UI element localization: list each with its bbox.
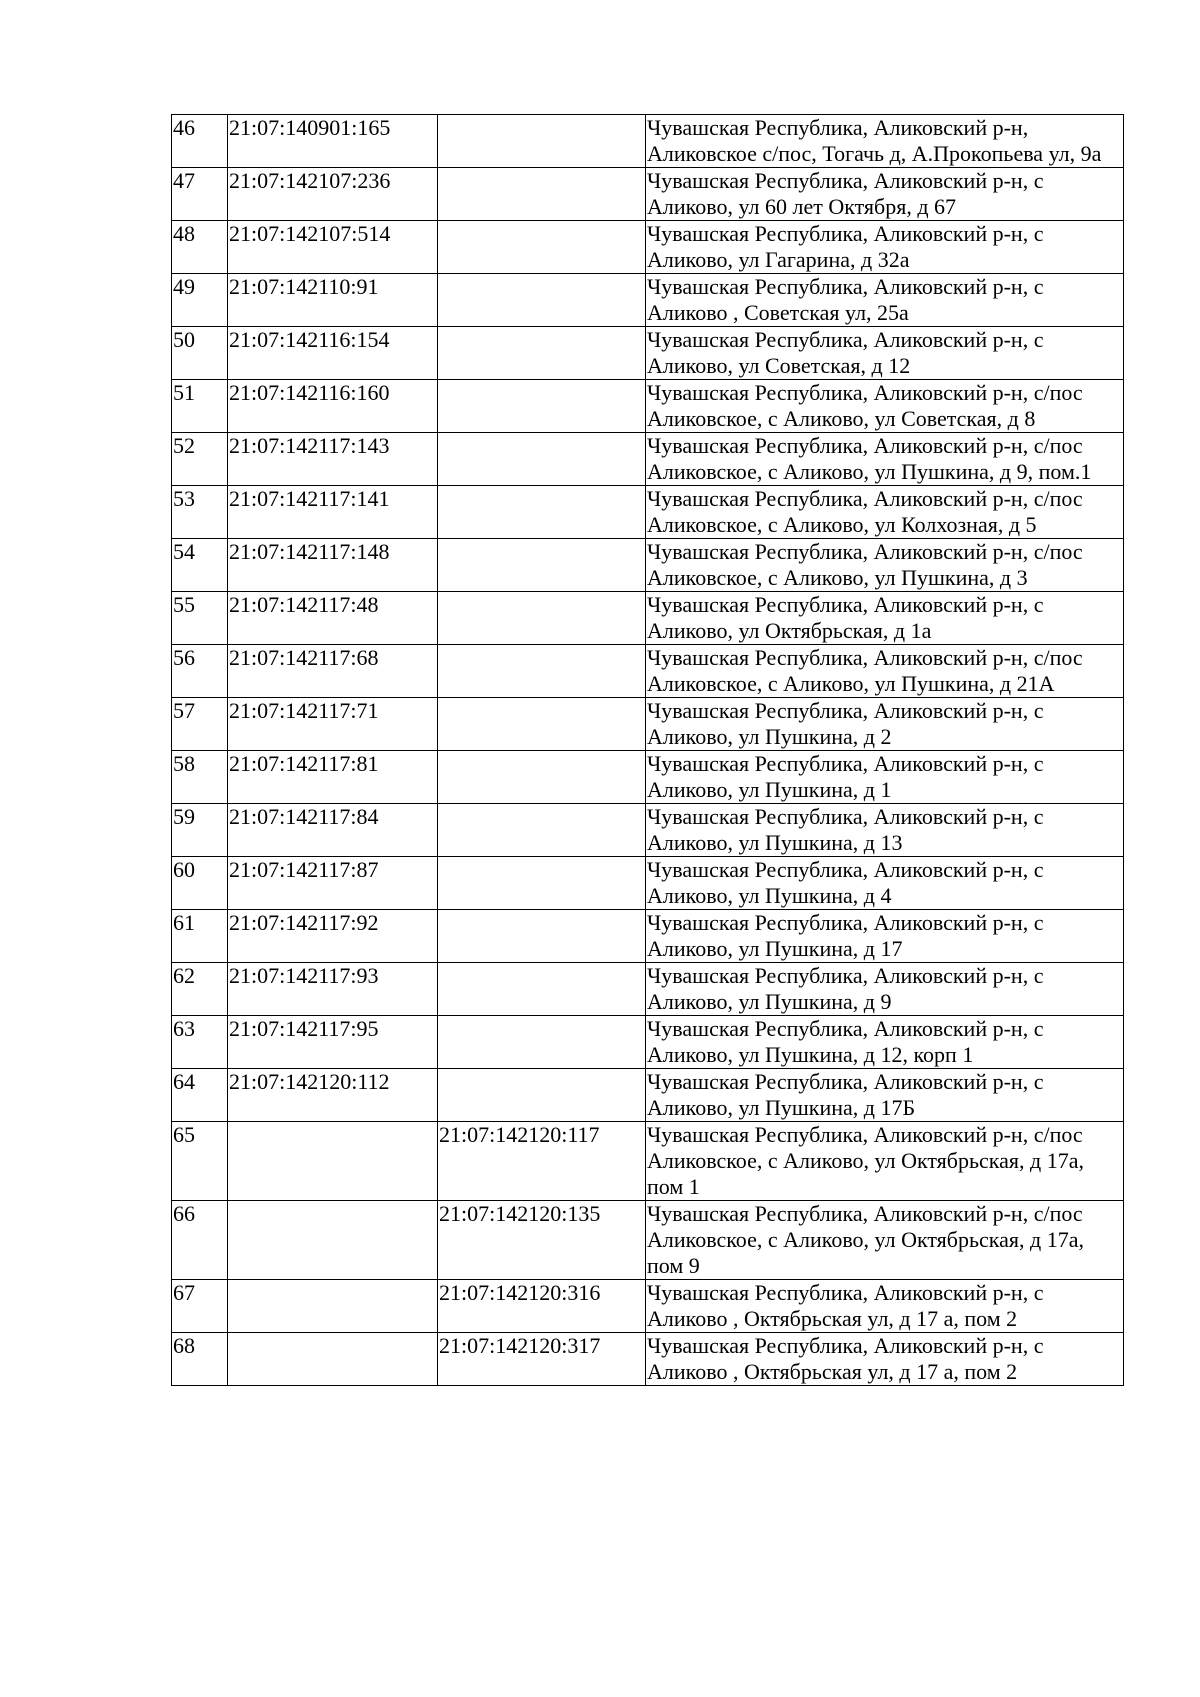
address-cell: Чувашская Республика, Аликовский р-н, с Аликово, ул Пушкина, д 9 — [646, 963, 1124, 1016]
address-cell: Чувашская Республика, Аликовский р-н, с/пос Аликовское, с Аликово, ул Пушкина, д 9, пом.1 — [646, 433, 1124, 486]
address-cell: Чувашская Республика, Аликовский р-н, с Аликово, ул 60 лет Октября, д 67 — [646, 168, 1124, 221]
cadastral-number-cell: 21:07:142117:68 — [228, 645, 438, 698]
object-cadastral-number-cell — [438, 221, 646, 274]
row-number-cell: 60 — [172, 857, 228, 910]
object-cadastral-number-cell — [438, 857, 646, 910]
cadastral-number-cell: 21:07:140901:165 — [228, 115, 438, 168]
address-cell: Чувашская Республика, Аликовский р-н, с Аликово , Октябрьская ул, д 17 а, пом 2 — [646, 1333, 1124, 1386]
row-number-cell: 47 — [172, 168, 228, 221]
address-cell: Чувашская Республика, Аликовский р-н, с Аликово, ул Октябрьская, д 1а — [646, 592, 1124, 645]
object-cadastral-number-cell — [438, 539, 646, 592]
row-number-cell: 59 — [172, 804, 228, 857]
address-cell: Чувашская Республика, Аликовский р-н, с/пос Аликовское, с Аликово, ул Советская, д 8 — [646, 380, 1124, 433]
object-cadastral-number-cell — [438, 910, 646, 963]
row-number-cell: 61 — [172, 910, 228, 963]
table-row — [172, 963, 1124, 1016]
table-row — [172, 592, 1124, 645]
table-row — [172, 433, 1124, 486]
table-row — [172, 1016, 1124, 1069]
cadastral-number-cell: 21:07:142116:160 — [228, 380, 438, 433]
cadastral-number-cell: 21:07:142117:71 — [228, 698, 438, 751]
table-row — [172, 1122, 1124, 1201]
table-row — [172, 751, 1124, 804]
table-row — [172, 327, 1124, 380]
cadastral-number-cell — [228, 1280, 438, 1333]
object-cadastral-number-cell — [438, 1069, 646, 1122]
object-cadastral-number-cell — [438, 115, 646, 168]
address-cell: Чувашская Республика, Аликовский р-н, с/пос Аликовское, с Аликово, ул Октябрьская, д 17а, пом 1 — [646, 1122, 1124, 1201]
table-row — [172, 645, 1124, 698]
table-row — [172, 1201, 1124, 1280]
address-cell: Чувашская Республика, Аликовский р-н, с Аликово, ул Пушкина, д 17 — [646, 910, 1124, 963]
row-number-cell: 57 — [172, 698, 228, 751]
object-cadastral-number-cell — [438, 433, 646, 486]
object-cadastral-number-cell — [438, 804, 646, 857]
table-row — [172, 1069, 1124, 1122]
cadastral-number-cell: 21:07:142117:93 — [228, 963, 438, 1016]
row-number-cell: 66 — [172, 1201, 228, 1280]
table-row — [172, 1333, 1124, 1386]
address-cell: Чувашская Республика, Аликовский р-н, с Аликово, ул Пушкина, д 13 — [646, 804, 1124, 857]
address-cell: Чувашская Республика, Аликовский р-н, с Аликово, ул Пушкина, д 1 — [646, 751, 1124, 804]
object-cadastral-number-cell: 21:07:142120:316 — [438, 1280, 646, 1333]
table-row — [172, 486, 1124, 539]
row-number-cell: 63 — [172, 1016, 228, 1069]
object-cadastral-number-cell — [438, 380, 646, 433]
address-cell: Чувашская Республика, Аликовский р-н, с/пос Аликовское, с Аликово, ул Октябрьская, д 17а, пом 9 — [646, 1201, 1124, 1280]
row-number-cell: 64 — [172, 1069, 228, 1122]
table-row — [172, 221, 1124, 274]
table-row — [172, 380, 1124, 433]
object-cadastral-number-cell — [438, 168, 646, 221]
cadastral-number-cell: 21:07:142120:112 — [228, 1069, 438, 1122]
cadastral-number-cell: 21:07:142116:154 — [228, 327, 438, 380]
row-number-cell: 58 — [172, 751, 228, 804]
cadastral-number-cell: 21:07:142117:48 — [228, 592, 438, 645]
object-cadastral-number-cell — [438, 592, 646, 645]
row-number-cell: 56 — [172, 645, 228, 698]
row-number-cell: 62 — [172, 963, 228, 1016]
object-cadastral-number-cell — [438, 645, 646, 698]
cadastral-number-cell — [228, 1122, 438, 1201]
address-cell: Чувашская Республика, Аликовский р-н, с Аликово, ул Гагарина, д 32а — [646, 221, 1124, 274]
address-cell: Чувашская Республика, Аликовский р-н, с/пос Аликовское, с Аликово, ул Пушкина, д 3 — [646, 539, 1124, 592]
row-number-cell: 54 — [172, 539, 228, 592]
cadastral-number-cell — [228, 1333, 438, 1386]
table-row — [172, 857, 1124, 910]
address-cell: Чувашская Республика, Аликовский р-н, с Аликово, ул Советская, д 12 — [646, 327, 1124, 380]
row-number-cell: 67 — [172, 1280, 228, 1333]
cadastral-number-cell: 21:07:142117:143 — [228, 433, 438, 486]
cadastral-number-cell: 21:07:142117:92 — [228, 910, 438, 963]
object-cadastral-number-cell: 21:07:142120:135 — [438, 1201, 646, 1280]
row-number-cell: 50 — [172, 327, 228, 380]
address-cell: Чувашская Республика, Аликовский р-н, Аликовское с/пос, Тогачь д, А.Прокопьева ул, 9а — [646, 115, 1124, 168]
cadastral-number-cell: 21:07:142117:87 — [228, 857, 438, 910]
address-cell: Чувашская Республика, Аликовский р-н, с/пос Аликовское, с Аликово, ул Колхозная, д 5 — [646, 486, 1124, 539]
table-row — [172, 1280, 1124, 1333]
address-cell: Чувашская Республика, Аликовский р-н, с Аликово , Октябрьская ул, д 17 а, пом 2 — [646, 1280, 1124, 1333]
object-cadastral-number-cell: 21:07:142120:317 — [438, 1333, 646, 1386]
object-cadastral-number-cell — [438, 751, 646, 804]
cadastral-number-cell: 21:07:142117:81 — [228, 751, 438, 804]
address-cell: Чувашская Республика, Аликовский р-н, с/пос Аликовское, с Аликово, ул Пушкина, д 21А — [646, 645, 1124, 698]
property-registry-table — [171, 114, 1124, 1386]
table-row — [172, 804, 1124, 857]
row-number-cell: 48 — [172, 221, 228, 274]
address-cell: Чувашская Республика, Аликовский р-н, с Аликово, ул Пушкина, д 2 — [646, 698, 1124, 751]
row-number-cell: 51 — [172, 380, 228, 433]
row-number-cell: 65 — [172, 1122, 228, 1201]
cadastral-number-cell: 21:07:142117:148 — [228, 539, 438, 592]
table-row — [172, 168, 1124, 221]
address-cell: Чувашская Республика, Аликовский р-н, с Аликово , Советская ул, 25а — [646, 274, 1124, 327]
table-row — [172, 274, 1124, 327]
table-row — [172, 115, 1124, 168]
cadastral-number-cell: 21:07:142107:514 — [228, 221, 438, 274]
object-cadastral-number-cell — [438, 698, 646, 751]
registry-table-body — [172, 115, 1124, 1386]
object-cadastral-number-cell — [438, 1016, 646, 1069]
address-cell: Чувашская Республика, Аликовский р-н, с Аликово, ул Пушкина, д 4 — [646, 857, 1124, 910]
cadastral-number-cell: 21:07:142117:84 — [228, 804, 438, 857]
row-number-cell: 55 — [172, 592, 228, 645]
row-number-cell: 52 — [172, 433, 228, 486]
cadastral-number-cell: 21:07:142107:236 — [228, 168, 438, 221]
object-cadastral-number-cell — [438, 327, 646, 380]
object-cadastral-number-cell — [438, 486, 646, 539]
cadastral-number-cell: 21:07:142117:141 — [228, 486, 438, 539]
row-number-cell: 53 — [172, 486, 228, 539]
object-cadastral-number-cell — [438, 963, 646, 1016]
cadastral-number-cell: 21:07:142117:95 — [228, 1016, 438, 1069]
object-cadastral-number-cell: 21:07:142120:117 — [438, 1122, 646, 1201]
table-row — [172, 698, 1124, 751]
cadastral-number-cell: 21:07:142110:91 — [228, 274, 438, 327]
row-number-cell: 68 — [172, 1333, 228, 1386]
object-cadastral-number-cell — [438, 274, 646, 327]
table-row — [172, 539, 1124, 592]
table-row — [172, 910, 1124, 963]
row-number-cell: 46 — [172, 115, 228, 168]
cadastral-number-cell — [228, 1201, 438, 1280]
address-cell: Чувашская Республика, Аликовский р-н, с Аликово, ул Пушкина, д 17Б — [646, 1069, 1124, 1122]
address-cell: Чувашская Республика, Аликовский р-н, с Аликово, ул Пушкина, д 12, корп 1 — [646, 1016, 1124, 1069]
row-number-cell: 49 — [172, 274, 228, 327]
